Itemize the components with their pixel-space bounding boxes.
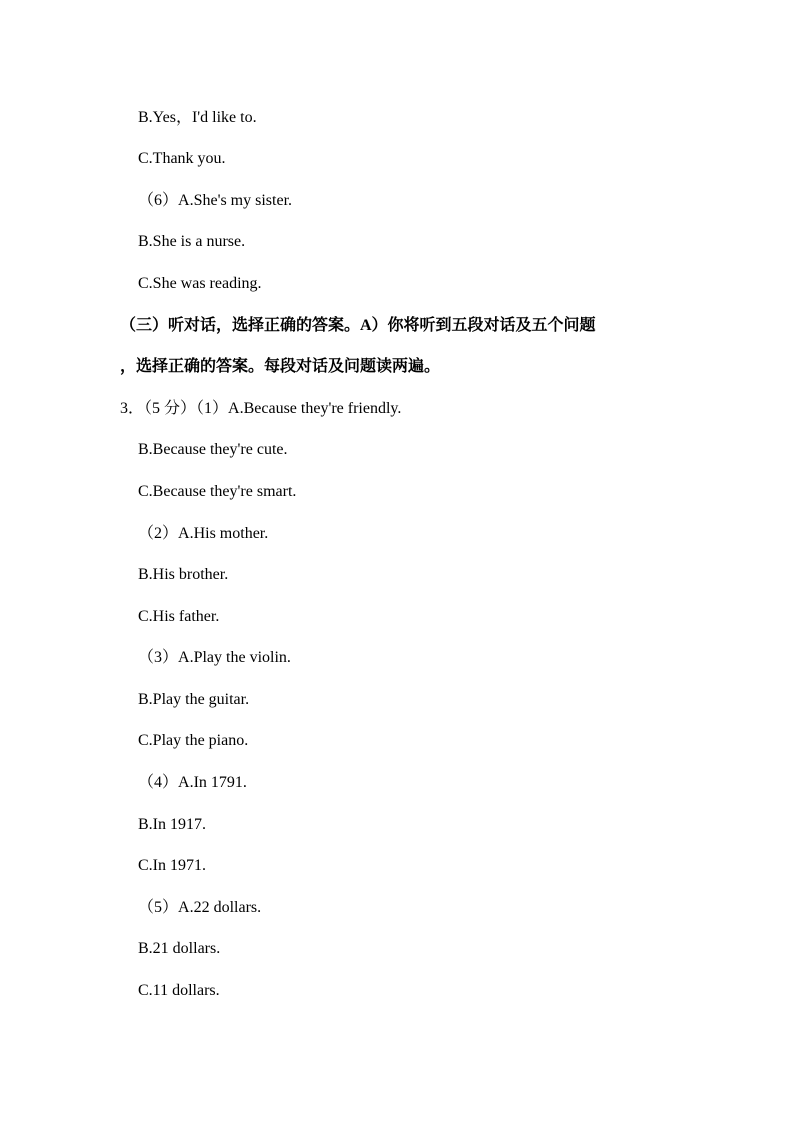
- option-text: A.Play the violin.: [178, 649, 291, 666]
- option-text: A.In 1791.: [178, 774, 247, 791]
- sub-question-label: （6）: [138, 192, 179, 209]
- option-text: B.Play the guitar.: [138, 691, 250, 708]
- option-text: C.Thank you.: [138, 150, 226, 167]
- sub-question-2: [138, 524, 268, 544]
- sub-question-3: [138, 648, 291, 668]
- sub-question-label: （5）: [138, 899, 179, 916]
- option-text: A.His mother.: [178, 525, 269, 542]
- section-heading: （三）听对话，选择正确的答案。A）你将听到五段对话及五个问题: [120, 317, 596, 334]
- sub-question-6: [138, 191, 292, 211]
- option-text: A.22 dollars.: [178, 899, 262, 916]
- option-text: B.Yes，I'd like to.: [138, 109, 257, 126]
- option-text: B.Because they're cute.: [138, 441, 288, 458]
- option-text: B.21 dollars.: [138, 940, 221, 957]
- sub-question-label: （3）: [138, 649, 179, 666]
- question-number: 3．（5 分）: [120, 400, 197, 417]
- sub-question-label: （4）: [138, 774, 179, 791]
- sub-question-5: [138, 898, 261, 918]
- option-text: C.Play the piano.: [138, 732, 249, 749]
- option-text: C.In 1971.: [138, 857, 206, 874]
- section-heading-continued: ，选择正确的答案。每段对话及问题读两遍。: [120, 358, 441, 375]
- option-text: A.Because they're friendly.: [228, 400, 402, 417]
- option-text: B.His brother.: [138, 566, 229, 583]
- sub-question-label: （1）: [196, 400, 229, 417]
- option-text: C.His father.: [138, 608, 220, 625]
- option-text: B.In 1917.: [138, 816, 206, 833]
- sub-question-label: （2）: [138, 525, 179, 542]
- option-text: C.Because they're smart.: [138, 483, 297, 500]
- option-text: C.She was reading.: [138, 275, 262, 292]
- option-text: A.She's my sister.: [178, 192, 293, 209]
- option-text: B.She is a nurse.: [138, 233, 246, 250]
- option-text: C.11 dollars.: [138, 982, 220, 999]
- question-3: [120, 399, 401, 419]
- sub-question-4: [138, 773, 247, 793]
